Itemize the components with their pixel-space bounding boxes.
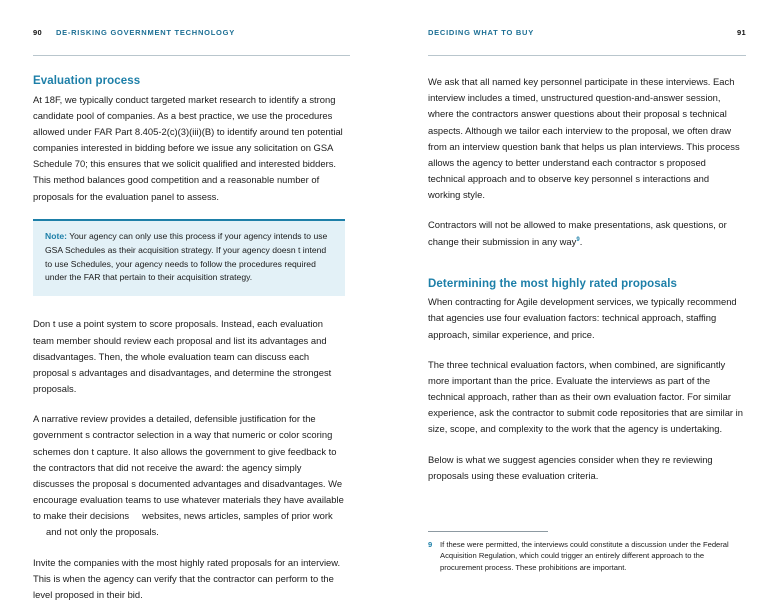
running-head-title-right: DECIDING WHAT TO BUY bbox=[428, 28, 534, 37]
running-head-rule-left bbox=[33, 55, 350, 56]
footnote-text: If these were permitted, the interviews could constitute a discussion under the Federal Acquisition Regulation, which could trigger an entirely different approach to the procurement process. These prohibitions are important. bbox=[440, 539, 729, 573]
page-left bbox=[0, 0, 388, 600]
folio-right: 91 bbox=[737, 28, 746, 37]
narrative-review-part1: A narrative review provides a detailed, defensible justification for the government s contractor selection in a way that numeric or color scoring schemes don t capture. It also allows the government to give feedback to the contractors that did not receive the award: the agency simply discusses the proposal s documented advantages and disadvantages. We encourage evaluation teams to use whatever materials they have available to make their decisions bbox=[33, 413, 344, 522]
footnote-area bbox=[428, 531, 744, 574]
paragraph-point-system: Don t use a point system to score proposals. Instead, each evaluation team member should review each proposal and list its advantages and disadvantages. Then, the whole evaluation team can discuss each proposal s advantages and disadvantages, and determine the strongest proposals. bbox=[33, 318, 332, 395]
footnote-reference-9[interactable]: 9 bbox=[576, 236, 580, 243]
running-head-title-left: DE-RISKING GOVERNMENT TECHNOLOGY bbox=[55, 28, 235, 37]
note-text bbox=[45, 230, 333, 286]
running-head-right bbox=[428, 28, 746, 50]
paragraph-technical-factors: The three technical evaluation factors, when combined, are significantly more important than the price. Evaluate the interviews as part of the technical approach, rather than as their own evaluation factor. For similar experience, ask the contractor to submit code repositories that are similar in size, scope, and complexity to the work that the agency is undertaking. bbox=[428, 358, 743, 435]
paragraph-below-criteria: Below is what we suggest agencies consider when they re reviewing proposals using these evaluation criteria. bbox=[428, 453, 713, 481]
heading-evaluation-process: Evaluation process bbox=[33, 75, 141, 87]
narrative-review-part3: and not only the proposals. bbox=[46, 526, 159, 538]
paragraph-narrative-review bbox=[33, 411, 345, 540]
footnote-separator-rule bbox=[428, 531, 548, 532]
note-callout bbox=[33, 219, 345, 297]
right-column-body bbox=[428, 74, 744, 484]
running-head-left bbox=[33, 28, 350, 50]
paragraph-evaluation-intro: At 18F, we typically conduct targeted market research to identify a strong candidate pool of companies. As a best practice, we use the procedures allowed under FAR Part 8.405-2(c)(3)(iii)(B) to identify around ten potential companies interested in bidding before we issue any solicitation on GSA Schedule 70; this ensures that we solicit qualified and interested bidders. This method balances good competition and a reasonable number of proposals for the evaluation panel to assess. bbox=[33, 93, 343, 202]
paragraph-key-personnel-interviews: We ask that all named key personnel participate in these interviews. Each interview includes a timed, unstructured question-and-answer session, where the contractors answer questions about their proposal s technical aspects. Although we tailor each interview to the proposal, we often draw from an interview question bank that helps us plan interviews. This process allows the agency to better understand each contractor s proposed technical approach and to observe key personnel s interactions and working style. bbox=[428, 76, 740, 201]
narrative-review-part2: websites, news articles, samples of prior work bbox=[142, 510, 333, 522]
folio-left: 90 bbox=[33, 28, 42, 37]
paragraph-invite-companies: Invite the companies with the most highly rated proposals for an interview. This is when the agency can verify that the contractor can perform to the level proposed in their bid. bbox=[33, 556, 341, 600]
footnote-marker: 9 bbox=[428, 539, 433, 549]
contractor-restrictions-text: Contractors will not be allowed to make presentations, ask questions, or change their submission in any way bbox=[428, 219, 727, 247]
page-right bbox=[388, 0, 776, 600]
contractor-restrictions-period: . bbox=[579, 235, 583, 247]
footnote-entry bbox=[428, 539, 744, 574]
paragraph-contractor-restrictions bbox=[428, 217, 744, 249]
running-head-rule-right bbox=[428, 55, 746, 56]
heading-determining-proposals: Determining the most highly rated proposals bbox=[428, 277, 678, 290]
section-spacer bbox=[428, 264, 744, 277]
paragraph-evaluation-factors: When contracting for Agile development services, we typically recommend that agencies use four evaluation factors: technical approach, staffing approach, similar experience, and price. bbox=[428, 296, 737, 340]
left-column-body bbox=[33, 74, 345, 603]
note-body: Your agency can only use this process if your agency intends to use GSA Schedules as their acquisition strategy. If your agency doesn t intend to use Schedules, your agency needs to follow the procedures required under the FAR that pertain to their acquisition strategy. bbox=[45, 230, 328, 283]
note-label: Note: bbox=[45, 230, 67, 241]
